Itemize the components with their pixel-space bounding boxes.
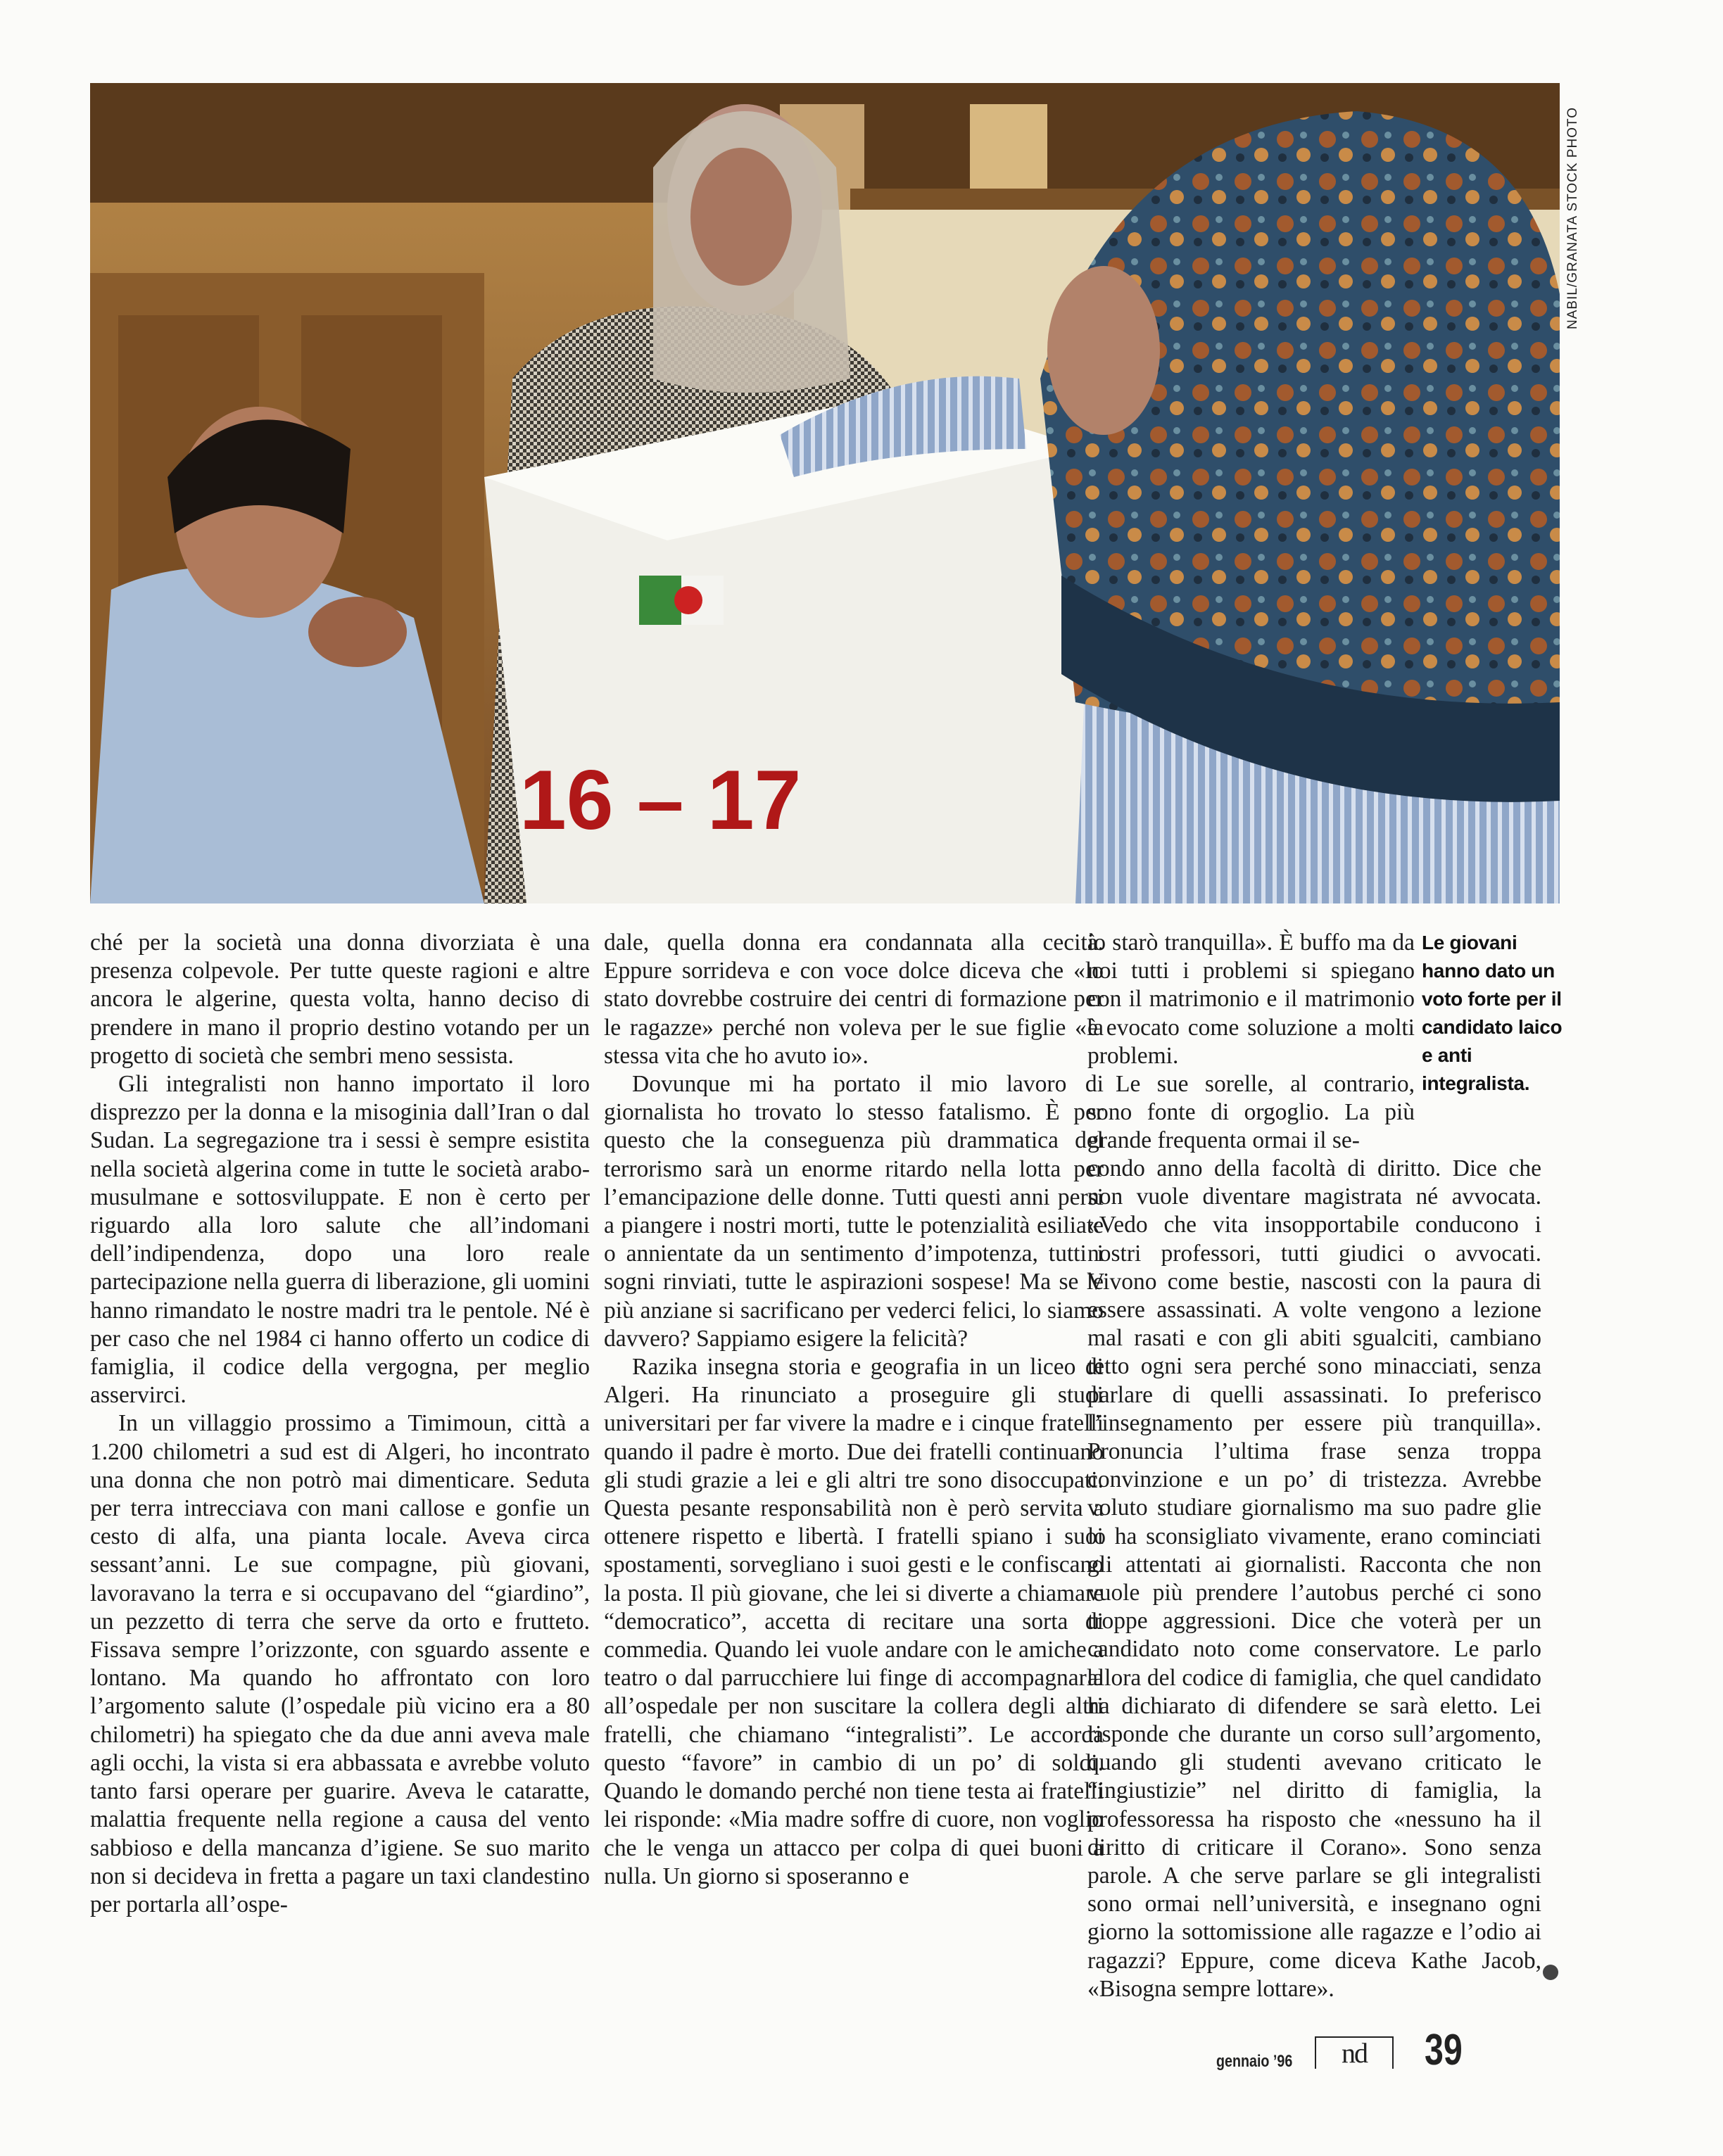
article-column-3-bottom: [1087, 1155, 1541, 2003]
paragraph: io starò tranquilla». È buffo ma da noi tutti i problemi si spiegano con il matrimonio e il matrimonio è evocato come soluzione a molti problemi.: [1087, 930, 1415, 1069]
issue-date: gennaio ’96: [1216, 2052, 1293, 2071]
paragraph: condo anno della facoltà di diritto. Dice che non vuole diventare magistrata né avvocata. «Vedo che vita insopportabile conducono i nostri professori, tutti giudici o avvocati. Vivono come bestie, nascosti con la paura di essere assassinati. A volte vengono a lezione mal rasati e con gli abiti sgualciti, cambiano tetto ogni sera perché sono minacciati, senza parlare di quelli assassinati. Io preferisco l’insegnamento per essere più tranquilla». Pronuncia l’ultima frase senza troppa convinzione e un po’ di tristezza. Avrebbe voluto studiare giornalismo ma suo padre glie lo ha sconsigliato vivamente, erano cominciati gli attentati ai giornalisti. Racconta che non vuole più prendere l’autobus perché ci sono troppe aggressioni. Dice che voterà per un candidato noto come conservatore. Le parlo allora del codice di famiglia, che quel candidato ha dichiarato di difendere se sarà eletto. Lei risponde che durante un corso sull’argomento, quando gli studenti avevano criticato le “ingiustizie” nel diritto di famiglia, la professoressa ha risposto che «nessuno ha il diritto di criticare il Corano». Sono senza parole. A che serve parlare se gli integralisti sono ormai nell’università, e insegnano ogni giorno la sottomissione alle ragazze e l’odio ai ragazzi? Eppure, come diceva Kathe Jacob, «Bisogna sempre lottare».: [1087, 1155, 1541, 2002]
paragraph: In un villaggio prossimo a Timimoun, città a 1.200 chilometri a sud est di Algeri, ho incontrato una donna che non potrò mai dimenticare. Seduta per terra intrecciava con mani callose e gonfie un cesto di alfa, una pianta locale. Aveva circa sessant’anni. Le sue compagne, più giovani, lavoravano la terra e si occupavano del “giardino”, un pezzetto di terra che serve da orto e frutteto. Fissava sempre l’orizzonte, con sguardo assente e lontano. Ma quando ho affrontato con loro l’argomento salute (l’ospedale più vicino era a 80 chilometri) ha spiegato che da due anni aveva male agli occhi, la vista si era abbassata e avrebbe voluto tanto farsi operare per guarire. Aveva le cataratte, malattia frequente nella regione a causa del vento sabbioso e della mancanza d’igiene. Se suo marito non si decideva in fretta a pagare un taxi clandestino per portarla all’ospe-: [90, 1410, 590, 1917]
paragraph: ché per la società una donna divorziata è una presenza colpevole. Per tutte queste ragioni e altre ancora le algerine, questa volta, hanno deciso di prendere in mano il proprio destino votando per un progetto di società che sembri meno sessista.: [90, 930, 590, 1069]
article-column-2: [604, 929, 1104, 1891]
paragraph: Dovunque mi ha portato il mio lavoro di giornalista ho trovato lo stesso fatalismo. È per questo che la conseguenza più drammatica del terrorismo sarà un enorme ritardo nella lotta per l’emancipazione delle donne. Tutti questi anni persi a piangere i nostri morti, tutte le potenzialità esiliate o annientate da un sentimento d’impotenza, tutti i sogni rinviati, tutte le aspirazioni sospese! Ma se le più anziane si sacrificano per vederci felici, lo siamo davvero? Sappiamo esigere la felicità?: [604, 1071, 1104, 1352]
page-number: 39: [1425, 2026, 1463, 2074]
magazine-logo: nd: [1315, 2036, 1394, 2069]
paragraph: Razika insegna storia e geografia in un liceo di Algeri. Ha rinunciato a proseguire gli studi universitari per far vivere la madre e i cinque fratelli quando il padre è morto. Due dei fratelli continuano gli studi grazie a lei e gli altri tre sono disoccupati. Questa pesante responsabilità non è però servita a ottenere rispetto e libertà. I fratelli spiano i suoi spostamenti, sorvegliano i suoi gesti e le confiscano la posta. Il più giovane, che lei si diverte a chiamare “democratico”, accetta di recitare una sorta di commedia. Quando lei vuole andare con le amiche a teatro o dal parrucchiere lui finge di accompagnarla all’ospedale per non suscitare la collera degli altri fratelli, che chiamano “integralisti”. Le accorda questo “favore” in cambio di un po’ di soldi. Quando le domando perché non tiene testa ai fratelli lei risponde: «Mia madre soffre di cuore, non voglio che le venga un attacco per colpa di quei buoni a nulla. Un giorno si sposeranno e: [604, 1354, 1104, 1889]
paragraph: Gli integralisti non hanno importato il loro disprezzo per la donna e la misoginia dall’Iran o dal Sudan. La segregazione tra i sessi è sempre esistita nella società algerina come in tutte le società arabo-musulmane e sottosviluppate. E non è certo per riguardo alla loro salute che all’indomani dell’indipendenza, dopo una loro reale partecipazione nella guerra di liberazione, gli uomini hanno rimandato le nostre madri tra le pentole. Né è per caso che nel 1984 ci hanno offerto un codice di famiglia, il codice della vergogna, per meglio asservirci.: [90, 1071, 590, 1409]
photo-ballot-scene-icon: [90, 83, 1560, 903]
article-photo: [90, 83, 1560, 903]
article-column-1: [90, 929, 590, 1919]
photo-credit: NABIL/GRANATA STOCK PHOTO: [1565, 106, 1580, 329]
article-column-3-top: [1087, 929, 1415, 1155]
ballot-box-number: 16 – 17: [519, 753, 802, 847]
paragraph: Le sue sorelle, al contrario, sono fonte di orgoglio. La più grande frequenta ormai il se-: [1087, 1071, 1415, 1154]
paragraph: dale, quella donna era condannata alla cecità. Eppure sorrideva e con voce dolce diceva che «lo stato dovrebbe costruire dei centri di formazione per le ragazze» perché non voleva per le sue figlie «la stessa vita che ho avuto io».: [604, 930, 1104, 1069]
end-of-article-dot-icon: [1543, 1965, 1558, 1980]
photo-caption: Le giovani hanno dato un voto forte per il candidato laico e anti integralista.: [1422, 932, 1563, 1094]
